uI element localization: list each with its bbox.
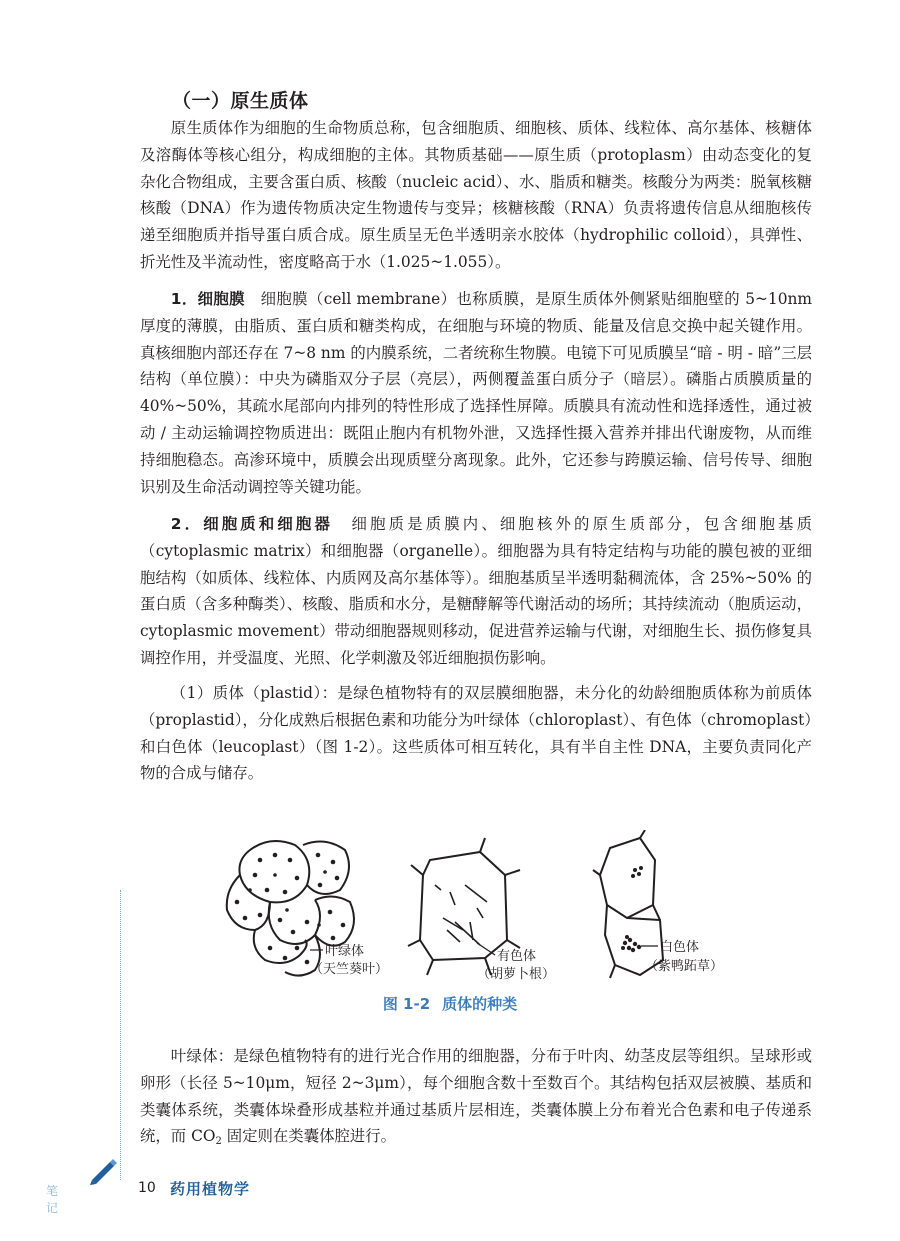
paragraph-cell-membrane [140, 286, 812, 500]
figure-caption-number: 图 1-2 [382, 995, 431, 1013]
label-chloroplast-source: （天竺葵叶） [310, 962, 389, 977]
label-leucoplast: 白色体 [660, 940, 700, 955]
label-leucoplast-source: （紫鸭跖草） [645, 959, 724, 974]
co2-subscript: 2 [215, 1136, 222, 1148]
leucoplast-drawing [593, 830, 663, 978]
figure-caption [0, 993, 900, 1014]
paragraph-chloroplast-part-b: 固定则在类囊体腔进行。 [221, 1127, 397, 1146]
chromoplast-leader-line [477, 943, 495, 955]
label-chromoplast-source: （胡萝卜根） [477, 967, 556, 982]
book-title: 药用植物学 [170, 1180, 251, 1198]
notes-margin-rule [120, 890, 121, 1180]
paragraph-cytoplasm-body: 细胞质是质膜内、细胞核外的原生质部分，包含细胞基质（cytoplasmic matrix）和细胞器（organelle）。细胞器为具有特定结构与功能的膜包被的亚细胞结构（如质体、线粒体、内质网及高尔基体等）。细胞基质呈半透明黏稠流体，含 25%~50% 的蛋白质（含多种酶类）、核酸、脂质和水分，是糖酵解等代谢活动的场所；其持续流动（胞质运动，cytoplasmic movement）带动细胞器规则移动，促进营养运输与代谢，对细胞生长、损伤修复具调控作用，并受温度、光照、化学刺激及邻近细胞损伤影响。 [140, 515, 812, 667]
figure-caption-text: 质体的种类 [442, 995, 518, 1013]
notes-label: 笔记 [46, 1184, 63, 1215]
page-number: 10 [138, 1180, 156, 1196]
label-chloroplast: 叶绿体 [325, 944, 365, 959]
paragraph-chloroplast-part-a: 叶绿体：是绿色植物特有的进行光合作用的细胞器，分布于叶肉、幼茎皮层等组织。呈球形或卵形（长径 5~10μm，短径 2~3μm），每个细胞含数十至数百个。其结构包括双层被膜、基质和类囊体系统，类囊体垛叠形成基粒并通过基质片层相连，类囊体膜上分布着光合色素和电子传递系统，而 CO [140, 1047, 812, 1146]
leucoplast-granules [621, 866, 643, 952]
paragraph-chloroplast [140, 1043, 812, 1156]
label-chromoplast: 有色体 [497, 949, 537, 964]
run-head-cell-membrane: 1．细胞膜 [170, 290, 245, 308]
run-head-cytoplasm: 2．细胞质和细胞器 [170, 515, 333, 533]
figure-plastid-types [215, 830, 735, 990]
paragraph-protoplast: 原生质体作为细胞的生命物质总称，包含细胞质、细胞核、质体、线粒体、高尔基体、核糖体及溶酶体等核心组分，构成细胞的主体。其物质基础——原生质（protoplasm）由动态变化的复杂化合物组成，主要含蛋白质、核酸（nucleic acid）、水、脂质和糖类。核酸分为两类：脱氧核糖核酸（DNA）作为遗传物质决定生物遗传与变异；核糖核酸（RNA）负责将遗传信息从细胞核传递至细胞质并指导蛋白质合成。原生质呈无色半透明亲水胶体（hydrophilic colloid），具弹性、折光性及半流动性，密度略高于水（1.025~1.055）。 [140, 119, 812, 271]
chromoplast-crystals [435, 885, 487, 945]
paragraph-cytoplasm [140, 511, 812, 672]
pen-icon [88, 1154, 120, 1186]
section-title: （一）原生质体 [172, 90, 309, 112]
paragraph-plastid: （1）质体（plastid）：是绿色植物特有的双层膜细胞器，未分化的幼龄细胞质体称为前质体（proplastid），分化成熟后根据色素和功能分为叶绿体（chloroplast）、有色体（chromoplast）和白色体（leucoplast）（图 1-2）。这些质体可相互转化，具有半自主性 DNA，主要负责同化产物的合成与储存。 [140, 684, 812, 783]
paragraph-cell-membrane-body: 细胞膜（cell membrane）也称质膜，是原生质体外侧紧贴细胞壁的 5~10nm 厚度的薄膜，由脂质、蛋白质和糖类构成，在细胞与环境的物质、能量及信息交换中起关键作用。真核细胞内部还存在 7~8 nm 的内膜系统，二者统称生物膜。电镜下可见质膜呈“暗 - 明 - 暗”三层结构（单位膜）：中央为磷脂双分子层（亮层），两侧覆盖蛋白质分子（暗层）。磷脂占质膜质量的 40%~50%，其疏水尾部向内排列的特性形成了选择性屏障。质膜具有流动性和选择透性，通过被动 / 主动运输调控物质进出：既阻止胞内有机物外泄，又选择性摄入营养并排出代谢废物，从而维持细胞稳态。高渗环境中，质膜会出现质壁分离现象。此外，它还参与跨膜运输、信号传导、细胞识别及生命活动调控等关键功能。 [140, 290, 812, 496]
